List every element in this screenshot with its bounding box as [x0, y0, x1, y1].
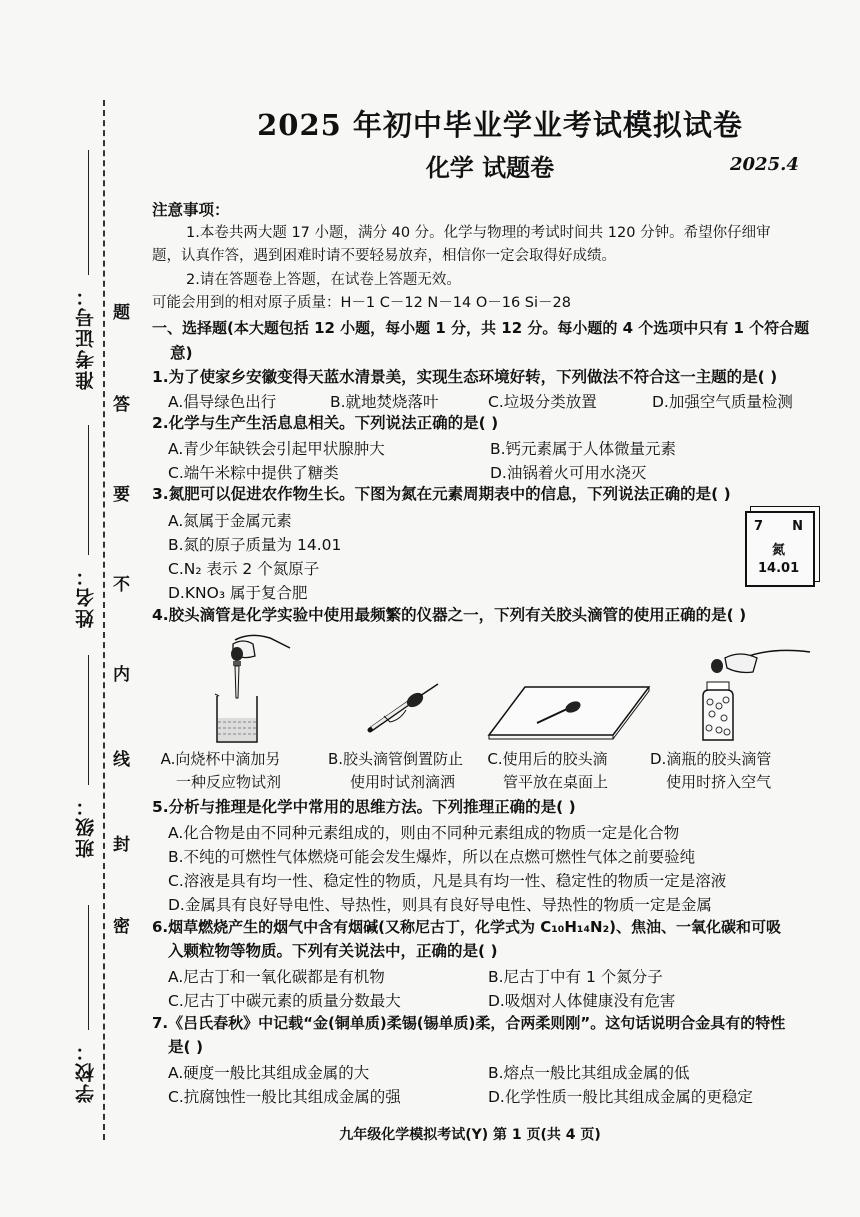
q5-option-b[interactable]: B.不纯的可燃性气体燃烧可能会发生爆炸，所以在点燃可燃性气体之前要验纯 — [168, 848, 696, 866]
atomic-mass: 14.01 — [758, 561, 800, 576]
q4-option-d-line1: D.滴瓶的胶头滴管 — [650, 750, 772, 768]
q4-option-a[interactable] — [160, 748, 281, 794]
exam-number-label: 准考证号： — [75, 285, 97, 390]
element-name: 氮 — [772, 543, 786, 558]
q4-option-b-line2: 使用时试剂滴洒 — [350, 773, 456, 791]
q6-option-d[interactable]: D.吸烟对人体健康没有危害 — [488, 992, 676, 1010]
q4-option-c[interactable] — [487, 748, 608, 794]
beaker-dropper-illustration — [195, 630, 305, 745]
atomic-number: 7 — [754, 519, 764, 534]
q1-option-d[interactable]: D.加强空气质量检测 — [652, 393, 793, 411]
question-4-stem: 4.胶头滴管是化学实验中使用最频繁的仪器之一，下列有关胶头滴管的使用正确的是( ) — [152, 606, 747, 624]
question-6-stem-cont: 入颗粒物等物质。下列有关说法中，正确的是( ) — [168, 942, 498, 960]
atomic-mass-line: 可能会用到的相对原子质量：H－1 C－12 N－14 O－16 Si－28 — [152, 295, 571, 311]
seal-dashed-line — [103, 100, 105, 1140]
seal-char: 内 — [113, 665, 130, 685]
q1-option-a[interactable]: A.倡导绿色出行 — [168, 393, 277, 411]
nitrogen-element-card — [745, 511, 815, 587]
seal-char: 密 — [113, 917, 130, 937]
q3-option-a[interactable]: A.氮属于金属元素 — [168, 512, 292, 530]
q4-option-d-line2: 使用时挤入空气 — [666, 773, 772, 791]
q4-option-a-line2: 一种反应物试剂 — [176, 773, 282, 791]
q7-option-b[interactable]: B.熔点一般比其组成金属的低 — [488, 1064, 690, 1082]
q1-option-c[interactable]: C.垃圾分类放置 — [488, 393, 597, 411]
q6-option-c[interactable]: C.尼古丁中碳元素的质量分数最大 — [168, 992, 401, 1010]
q4-option-d[interactable] — [650, 748, 771, 794]
element-symbol: N — [792, 519, 803, 534]
q4-option-b-line1: B.胶头滴管倒置防止 — [328, 750, 464, 768]
q4-option-a-line1: A.向烧杯中滴加另 — [160, 750, 281, 768]
question-7-stem-cont: 是( ) — [168, 1038, 204, 1056]
question-5-stem: 5.分析与推理是化学中常用的思维方法。下列推理正确的是( ) — [152, 798, 576, 816]
q2-option-d[interactable]: D.油锅着火可用水浇灭 — [490, 464, 647, 482]
q2-option-a[interactable]: A.青少年缺铁会引起甲状腺肿大 — [168, 440, 385, 458]
seal-char: 要 — [113, 485, 130, 505]
exam-number-blank[interactable] — [88, 150, 89, 275]
q6-option-b[interactable]: B.尼古丁中有 1 个氮分子 — [488, 968, 663, 986]
section-heading: 一、选择题(本大题包括 12 小题，每小题 1 分，共 12 分。每小题的 4 个选项中只有 1 个符合题 — [152, 319, 810, 337]
q2-option-b[interactable]: B.钙元素属于人体微量元素 — [490, 440, 677, 458]
seal-char: 不 — [113, 575, 130, 595]
dropper-bottle-illustration — [695, 640, 815, 745]
notice-heading: 注意事项： — [152, 201, 230, 219]
name-label: 姓名： — [75, 565, 97, 628]
school-blank[interactable] — [88, 905, 89, 1030]
q7-option-d[interactable]: D.化学性质一般比其组成金属的更稳定 — [488, 1088, 753, 1106]
seal-char: 封 — [113, 835, 130, 855]
q3-option-d[interactable]: D.KNO₃ 属于复合肥 — [168, 584, 308, 602]
q7-option-a[interactable]: A.硬度一般比其组成金属的大 — [168, 1064, 370, 1082]
q4-option-c-line1: C.使用后的胶头滴 — [487, 750, 608, 768]
school-label: 学校： — [75, 1040, 97, 1103]
seal-char: 答 — [113, 395, 130, 415]
seal-char: 线 — [113, 750, 130, 770]
q1-option-b[interactable]: B.就地焚烧落叶 — [330, 393, 439, 411]
q4-option-b[interactable] — [328, 748, 463, 794]
dropper-on-table-illustration — [487, 685, 652, 740]
q2-option-c[interactable]: C.端午米粽中提供了糖类 — [168, 464, 339, 482]
notice-line: 2.请在答题卷上答题，在试卷上答题无效。 — [186, 272, 461, 288]
exam-subtitle: 化学 试题卷 — [425, 154, 555, 182]
q4-option-c-line2: 管平放在桌面上 — [503, 773, 609, 791]
q5-option-a[interactable]: A.化合物是由不同种元素组成的，则由不同种元素组成的物质一定是化合物 — [168, 824, 680, 842]
class-blank[interactable] — [88, 655, 89, 785]
question-6-stem: 6.烟草燃烧产生的烟气中含有烟碱(又称尼古丁，化学式为 C₁₀H₁₄N₂)、焦油、一氧化碳和可吸 — [152, 918, 782, 936]
seal-char: 题 — [113, 303, 130, 323]
exam-date: 2025.4 — [730, 154, 799, 175]
class-label: 班级： — [75, 795, 97, 858]
exam-title: 2025 年初中毕业学业考试模拟试卷 — [257, 108, 743, 142]
notice-line: 1.本卷共两大题 17 小题，满分 40 分。化学与物理的考试时间共 120 分钟。希望你仔细审 — [186, 225, 771, 241]
question-3-stem: 3.氮肥可以促进农作物生长。下图为氮在元素周期表中的信息，下列说法正确的是( ) — [152, 485, 731, 503]
page-footer: 九年级化学模拟考试(Y) 第 1 页(共 4 页) — [339, 1127, 601, 1143]
question-1-stem: 1.为了使家乡安徽变得天蓝水清景美，实现生态环境好转，下列做法不符合这一主题的是( ) — [152, 368, 778, 386]
q5-option-d[interactable]: D.金属具有良好导电性、导热性，则具有良好导电性、导热性的物质一定是金属 — [168, 896, 712, 914]
name-blank[interactable] — [88, 425, 89, 555]
q3-option-b[interactable]: B.氮的原子质量为 14.01 — [168, 536, 342, 554]
question-2-stem: 2.化学与生产生活息息相关。下列说法正确的是( ) — [152, 414, 499, 432]
notice-line: 题，认真作答，遇到困难时请不要轻易放弃，相信你一定会取得好成绩。 — [152, 248, 616, 264]
inverted-dropper-illustration — [360, 680, 450, 740]
question-7-stem: 7.《吕氏春秋》中记载“金(铜单质)柔锡(锡单质)柔，合两柔则刚”。这句话说明合金具有的特性 — [152, 1014, 786, 1032]
q6-option-a[interactable]: A.尼古丁和一氧化碳都是有机物 — [168, 968, 385, 986]
q5-option-c[interactable]: C.溶液是具有均一性、稳定性的物质，凡是具有均一性、稳定性的物质一定是溶液 — [168, 872, 727, 890]
section-heading-cont: 意) — [170, 344, 193, 362]
q7-option-c[interactable]: C.抗腐蚀性一般比其组成金属的强 — [168, 1088, 401, 1106]
q3-option-c[interactable]: C.N₂ 表示 2 个氮原子 — [168, 560, 320, 578]
